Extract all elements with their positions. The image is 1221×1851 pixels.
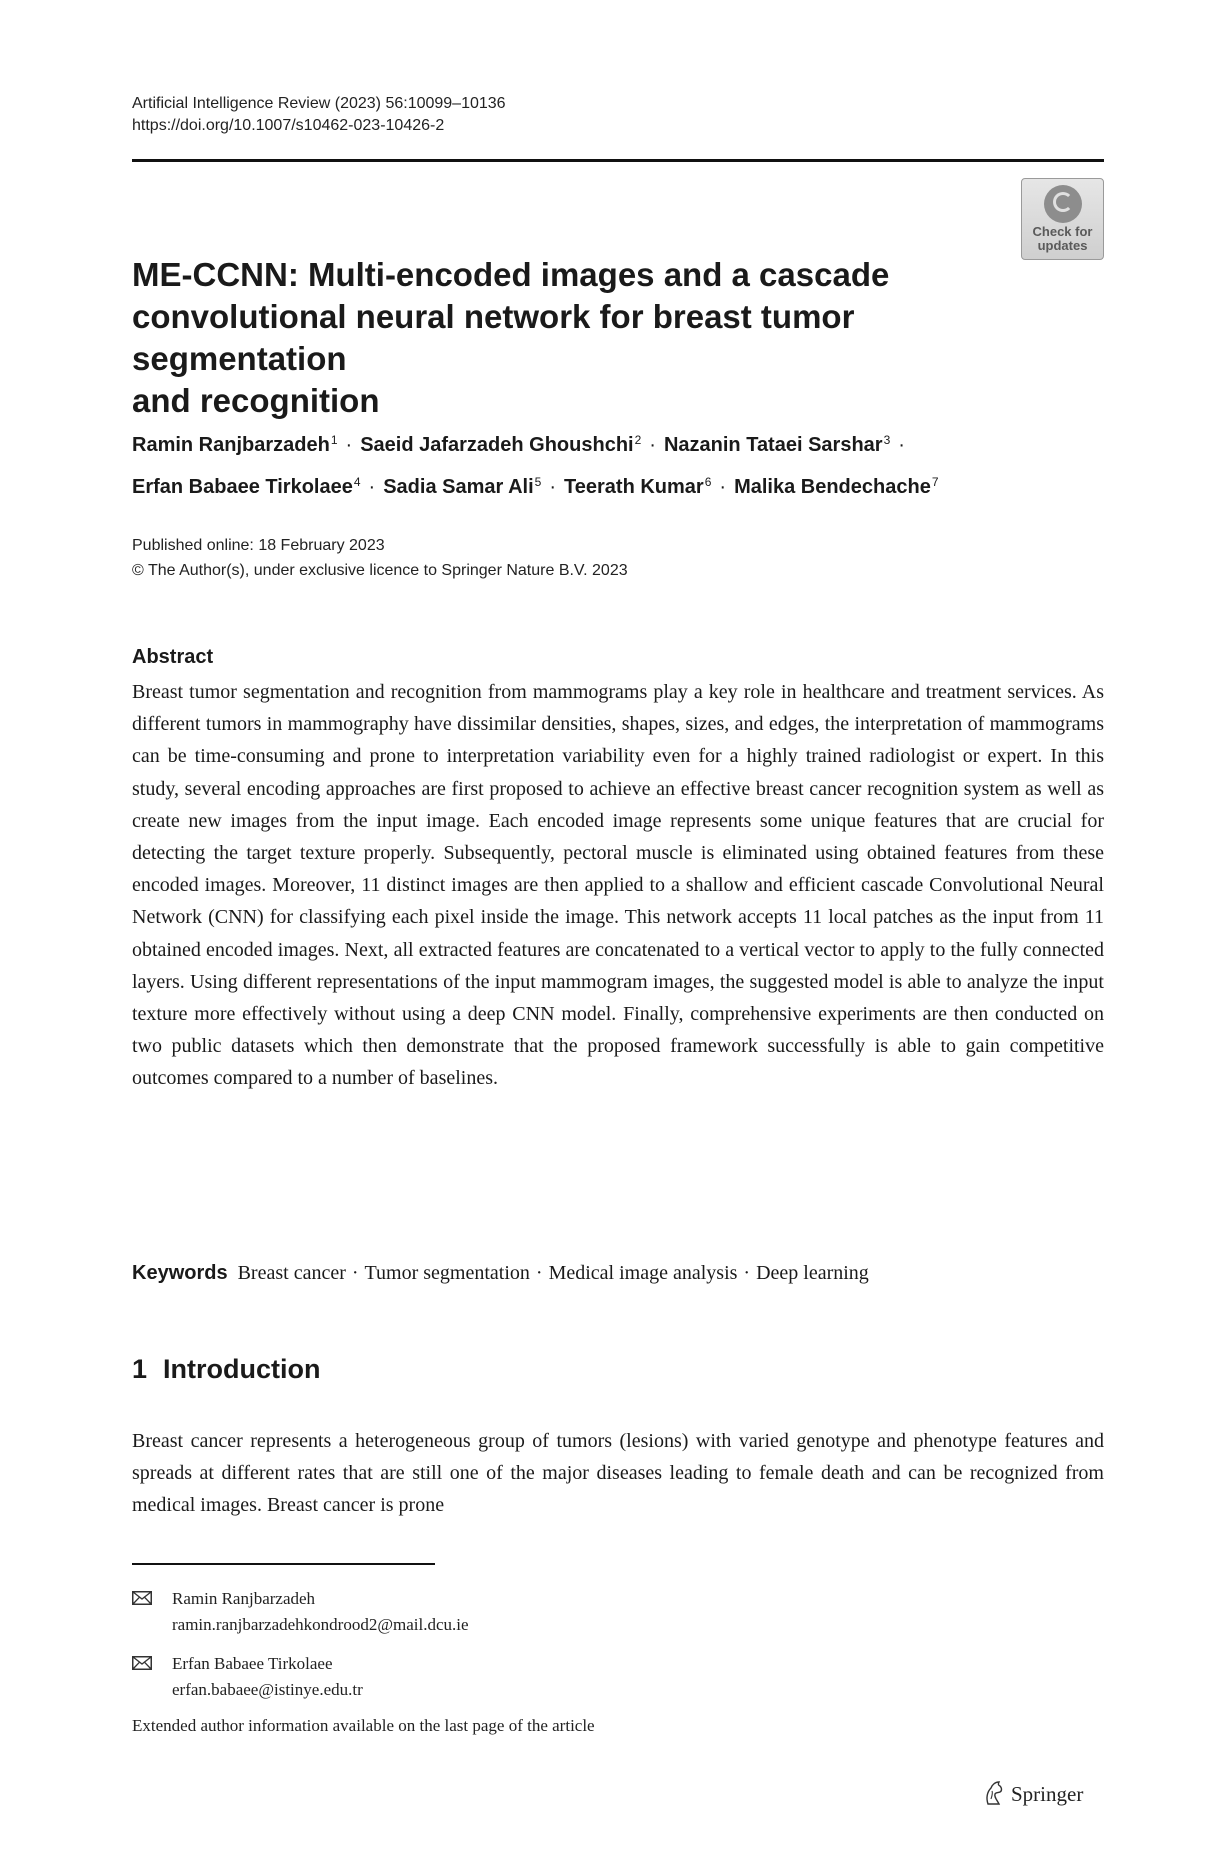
author-name[interactable]: Saeid Jafarzadeh Ghoushchi bbox=[360, 434, 634, 456]
envelope-icon bbox=[132, 1656, 152, 1670]
article-title bbox=[132, 254, 1012, 422]
abstract-heading: Abstract bbox=[132, 646, 214, 668]
section-number: 1 bbox=[132, 1354, 148, 1384]
separator: · bbox=[898, 434, 905, 456]
separator: · bbox=[345, 434, 353, 456]
author-name[interactable]: Malika Bendechache bbox=[734, 476, 931, 498]
keyword: Medical image analysis bbox=[548, 1262, 738, 1284]
journal-citation: Artificial Intelligence Review (2023) 56:10099–10136 bbox=[132, 95, 506, 112]
author-name[interactable]: Erfan Babaee Tirkolaee bbox=[132, 476, 353, 498]
author-name[interactable]: Sadia Samar Ali bbox=[383, 476, 534, 498]
publication-info bbox=[132, 533, 628, 583]
section-title: Introduction bbox=[163, 1354, 321, 1384]
footnote-divider bbox=[132, 1563, 435, 1565]
separator: · bbox=[649, 434, 656, 456]
crossmark-icon bbox=[1044, 185, 1082, 223]
author-name[interactable]: Teerath Kumar bbox=[564, 476, 704, 498]
author-name[interactable]: Ramin Ranjbarzadeh bbox=[132, 434, 330, 456]
badge-line1: Check for bbox=[1032, 224, 1093, 239]
affiliation-mark: 3 bbox=[883, 433, 891, 447]
affiliation-mark: 5 bbox=[534, 475, 542, 489]
doi-link[interactable]: https://doi.org/10.1007/s10462-023-10426-2 bbox=[132, 117, 445, 134]
introduction-text: Breast cancer represents a heterogeneous group of tumors (lesions) with varied genotype and phenotype features and spreads at different rates that are still one of the major diseases leading to female death and can be recognized from medical images. Breast cancer is prone bbox=[132, 1430, 1104, 1517]
separator: · bbox=[719, 476, 727, 498]
affiliation-mark: 7 bbox=[931, 475, 939, 489]
affiliation-mark: 4 bbox=[353, 475, 361, 489]
published-date: Published online: 18 February 2023 bbox=[132, 537, 385, 554]
abstract-text: Breast tumor segmentation and recognition from mammograms play a key role in healthcare and treatment services. As different tumors in mammography have dissimilar densities, shapes, sizes, and edges, the interpretation of mammograms can be time-consuming and prone to interpretation variability even for a highly trained radiologist or expert. In this study, several encoding approaches are first proposed to achieve an effective breast cancer recognition system as well as create new images from the input image. Each encoded image represents some unique features that are crucial for detecting the target texture properly. Subsequently, pectoral muscle is eliminated using obtained features from these encoded images. Moreover, 11 distinct images are then applied to a shallow and efficient cascade Convolutional Neural Network (CNN) for classifying each pixel inside the image. This network accepts 11 local patches as the input from 11 obtained encoded images. Next, all extracted features are concatenated to a vertical vector to apply to the fully connected layers. Using different representations of the input mammogram images, the suggested model is able to analyze the input texture more effectively without using a deep CNN model. Finally, comprehensive experiments are then conducted on two public datasets which then demonstrate that the proposed framework successfully is able to gain competitive outcomes compared to a number of baselines. bbox=[132, 681, 1104, 1090]
extended-author-info: Extended author information available on the last page of the article bbox=[132, 1716, 595, 1735]
header-divider bbox=[132, 159, 1104, 162]
section-heading bbox=[132, 1354, 321, 1385]
contact-email[interactable]: erfan.babaee@istinye.edu.tr bbox=[172, 1680, 363, 1699]
badge-line2: updates bbox=[1037, 238, 1088, 253]
author-list bbox=[132, 422, 1112, 506]
publisher-logo bbox=[983, 1780, 1083, 1807]
title-line: and recognition bbox=[132, 382, 380, 419]
journal-header bbox=[132, 93, 506, 137]
contact-name: Erfan Babaee Tirkolaee bbox=[172, 1654, 333, 1673]
contact-email[interactable]: ramin.ranjbarzadehkondrood2@mail.dcu.ie bbox=[172, 1615, 469, 1634]
separator: · bbox=[351, 1262, 359, 1284]
keyword: Tumor segmentation bbox=[364, 1262, 530, 1284]
keyword: Deep learning bbox=[756, 1262, 869, 1284]
separator: · bbox=[368, 476, 376, 498]
envelope-icon bbox=[132, 1591, 152, 1605]
author-line bbox=[132, 464, 1112, 506]
copyright-notice: © The Author(s), under exclusive licence to Springer Nature B.V. 2023 bbox=[132, 562, 628, 579]
affiliation-mark: 1 bbox=[330, 433, 338, 447]
affiliation-mark: 6 bbox=[704, 475, 712, 489]
separator: · bbox=[743, 1262, 751, 1284]
author-line bbox=[132, 422, 1112, 464]
affiliation-mark: 2 bbox=[634, 433, 642, 447]
contact-name: Ramin Ranjbarzadeh bbox=[172, 1589, 316, 1608]
publisher-name: Springer bbox=[1011, 1782, 1084, 1806]
springer-horse-icon bbox=[983, 1780, 1005, 1806]
separator: · bbox=[549, 476, 557, 498]
title-line: convolutional neural network for breast tumor segmentation bbox=[132, 298, 855, 377]
author-name[interactable]: Nazanin Tataei Sarshar bbox=[663, 434, 883, 456]
keywords-label: Keywords bbox=[132, 1262, 228, 1284]
keywords bbox=[132, 1257, 869, 1289]
separator: · bbox=[535, 1262, 543, 1284]
keyword: Breast cancer bbox=[237, 1262, 346, 1284]
check-for-updates-badge[interactable] bbox=[1021, 178, 1104, 260]
title-line: ME-CCNN: Multi-encoded images and a cascade bbox=[132, 256, 890, 293]
